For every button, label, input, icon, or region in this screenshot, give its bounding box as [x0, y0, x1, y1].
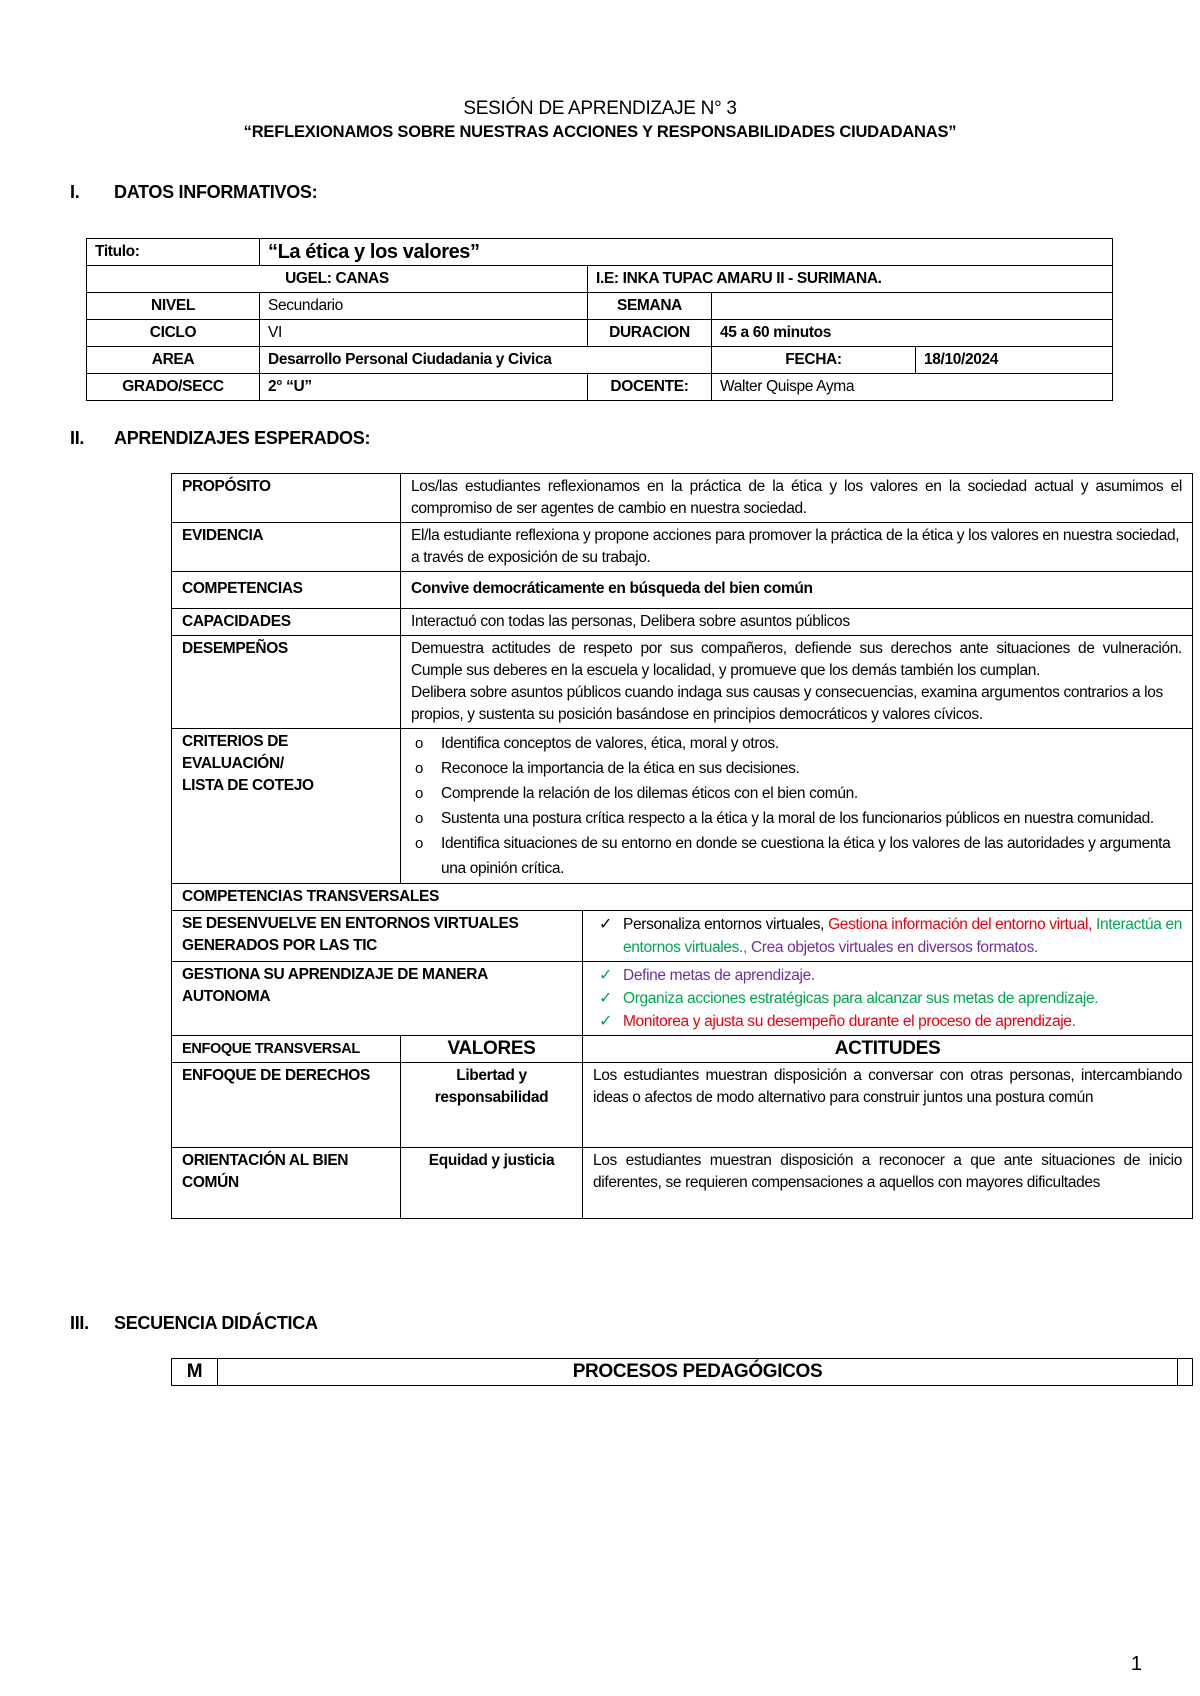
criterio-item: o Identifica conceptos de valores, ética, moral y otros.	[411, 731, 1182, 756]
empty-cell	[1178, 1359, 1193, 1386]
criterios-cell	[401, 729, 1193, 884]
criterio-item: o Reconoce la importancia de la ética en sus decisiones.	[411, 756, 1182, 781]
section-heading-secuencia	[70, 1313, 318, 1334]
actitudes-header: ACTITUDES	[583, 1036, 1193, 1063]
duracion-label: DURACION	[588, 320, 712, 347]
autonoma-item-text: Define metas de aprendizaje.	[623, 967, 815, 984]
titulo-label: Titulo:	[87, 239, 260, 266]
capacidades-label: CAPACIDADES	[172, 609, 401, 636]
section-number: II.	[70, 428, 85, 448]
autonoma-item-text: Organiza acciones estratégicas para alcanzar sus metas de aprendizaje.	[623, 990, 1099, 1007]
evidencia-text: El/la estudiante reflexiona y propone acciones para promover la práctica de la ética y los valores en nuestra sociedad, a través de exposición de su trabajo.	[401, 523, 1193, 572]
competencias-text: Convive democráticamente en búsqueda del bien común	[401, 572, 1193, 609]
ciclo-value: VI	[260, 320, 588, 347]
tic-text-1: Personaliza entornos virtuales,	[623, 916, 825, 933]
nivel-label: NIVEL	[87, 293, 260, 320]
desempeno-paragraph: Demuestra actitudes de respeto por sus compañeros, defiende sus derechos ante situaciones de vulneración. Cumple sus deberes en la escuela y localidad, y promueve que los demás también los cumplan.	[411, 640, 1183, 679]
bien-comun-valor: Equidad y justicia	[401, 1148, 583, 1219]
secuencia-table	[171, 1358, 1193, 1386]
datos-informativos-table	[86, 238, 1113, 401]
section-title: SECUENCIA DIDÁCTICA	[114, 1313, 318, 1333]
autonoma-item	[593, 1010, 1182, 1033]
semana-label: SEMANA	[588, 293, 712, 320]
tic-item	[593, 913, 1182, 959]
semana-value	[712, 293, 1113, 320]
grado-label: GRADO/SECC	[87, 374, 260, 401]
duracion-value: 45 a 60 minutos	[712, 320, 1113, 347]
aprendizajes-table	[171, 473, 1193, 1219]
nivel-value: Secundario	[260, 293, 588, 320]
section-heading-aprendizajes	[70, 428, 370, 449]
desempenos-label: DESEMPEÑOS	[172, 636, 401, 729]
session-header	[0, 98, 1200, 142]
autonoma-item	[593, 964, 1182, 987]
procesos-header: PROCESOS PEDAGÓGICOS	[218, 1359, 1178, 1386]
checkmark-icon: ✓	[599, 967, 613, 984]
ugel-cell: UGEL: CANAS	[87, 266, 588, 293]
tic-cell	[583, 911, 1193, 962]
section-title: DATOS INFORMATIVOS:	[114, 182, 318, 202]
session-title: “REFLEXIONAMOS SOBRE NUESTRAS ACCIONES Y RESPONSABILIDADES CIUDADANAS”	[243, 123, 957, 141]
capacidades-text: Interactuó con todas las personas, Delibera sobre asuntos públicos	[401, 609, 1193, 636]
checkmark-icon: ✓	[599, 990, 613, 1007]
tic-text-2: Gestiona información del entorno virtual,	[828, 916, 1093, 933]
m-header: M	[172, 1359, 218, 1386]
tic-label: SE DESENVUELVE EN ENTORNOS VIRTUALES GENERADOS POR LAS TIC	[172, 911, 583, 962]
area-value: Desarrollo Personal Ciudadania y Civica	[260, 347, 712, 374]
checkmark-icon: ✓	[599, 1013, 613, 1030]
docente-label: DOCENTE:	[588, 374, 712, 401]
section-title: APRENDIZAJES ESPERADOS:	[114, 428, 371, 448]
criterios-list	[411, 731, 1182, 881]
criterio-item: o Sustenta una postura crítica respecto a la ética y la moral de los funcionarios públicos en nuestra comunidad.	[411, 806, 1182, 831]
evidencia-label: EVIDENCIA	[172, 523, 401, 572]
session-number: SESIÓN DE APRENDIZAJE N° 3	[463, 98, 737, 119]
bien-comun-label: ORIENTACIÓN AL BIEN COMÚN	[172, 1148, 401, 1219]
checkmark-icon: ✓	[599, 916, 613, 933]
autonoma-list	[593, 964, 1182, 1033]
titulo-value: “La ética y los valores”	[260, 239, 1113, 266]
criterio-item: o Comprende la relación de los dilemas éticos con el bien común.	[411, 781, 1182, 806]
area-label: AREA	[87, 347, 260, 374]
criterios-label-line: CRITERIOS DE	[182, 733, 289, 750]
proposito-text: Los/las estudiantes reflexionamos en la práctica de la ética y los valores en la sociedad actual y asumimos el compromiso de ser agentes de cambio en nuestra sociedad.	[401, 474, 1193, 523]
criterios-label-line: LISTA DE COTEJO	[182, 777, 314, 794]
ie-cell: I.E: INKA TUPAC AMARU II - SURIMANA.	[588, 266, 1113, 293]
desempenos-cell	[401, 636, 1193, 729]
enfoque-header: ENFOQUE TRANSVERSAL	[172, 1036, 401, 1063]
criterios-label	[172, 729, 401, 884]
desempeno-paragraph: Delibera sobre asuntos públicos cuando indaga sus causas y consecuencias, examina argumentos contrarios a los propios, y sustenta su posición basándose en principios democráticos y valores cívicos.	[411, 684, 1163, 723]
fecha-label: FECHA:	[712, 347, 916, 374]
tic-text-3: Interactúa en entornos virtuales.,	[623, 916, 1182, 956]
page-number: 1	[1130, 1653, 1142, 1675]
autonoma-label: GESTIONA SU APRENDIZAJE DE MANERA AUTONOMA	[172, 962, 583, 1036]
criterio-item: o Identifica situaciones de su entorno en donde se cuestiona la ética y los valores de las autoridades y argumenta una opinión crítica.	[411, 831, 1182, 881]
competencias-label: COMPETENCIAS	[172, 572, 401, 609]
transversales-header: COMPETENCIAS TRANSVERSALES	[172, 884, 1193, 911]
grado-value: 2° “U”	[260, 374, 588, 401]
autonoma-item	[593, 987, 1182, 1010]
ciclo-label: CICLO	[87, 320, 260, 347]
tic-text-4: Crea objetos virtuales en diversos formatos.	[750, 939, 1038, 956]
valores-header: VALORES	[401, 1036, 583, 1063]
proposito-label: PROPÓSITO	[172, 474, 401, 523]
docente-value: Walter Quispe Ayma	[712, 374, 1113, 401]
section-number: I.	[70, 182, 80, 202]
autonoma-cell	[583, 962, 1193, 1036]
section-number: III.	[70, 1313, 89, 1333]
derechos-actitud: Los estudiantes muestran disposición a conversar con otras personas, intercambiando ideas o afectos de modo alternativo para construir juntos una postura común	[583, 1063, 1193, 1148]
derechos-label: ENFOQUE DE DERECHOS	[172, 1063, 401, 1148]
autonoma-item-text: Monitorea y ajusta su desempeño durante el proceso de aprendizaje.	[623, 1013, 1076, 1030]
derechos-valor: Libertad y responsabilidad	[401, 1063, 583, 1148]
bien-comun-actitud: Los estudiantes muestran disposición a reconocer a que ante situaciones de inicio diferentes, se requieren compensaciones a aquellos con mayores dificultades	[583, 1148, 1193, 1219]
tic-list	[593, 913, 1182, 959]
section-heading-datos	[70, 182, 317, 203]
criterios-label-line: EVALUACIÓN/	[182, 755, 284, 772]
fecha-value: 18/10/2024	[916, 347, 1113, 374]
